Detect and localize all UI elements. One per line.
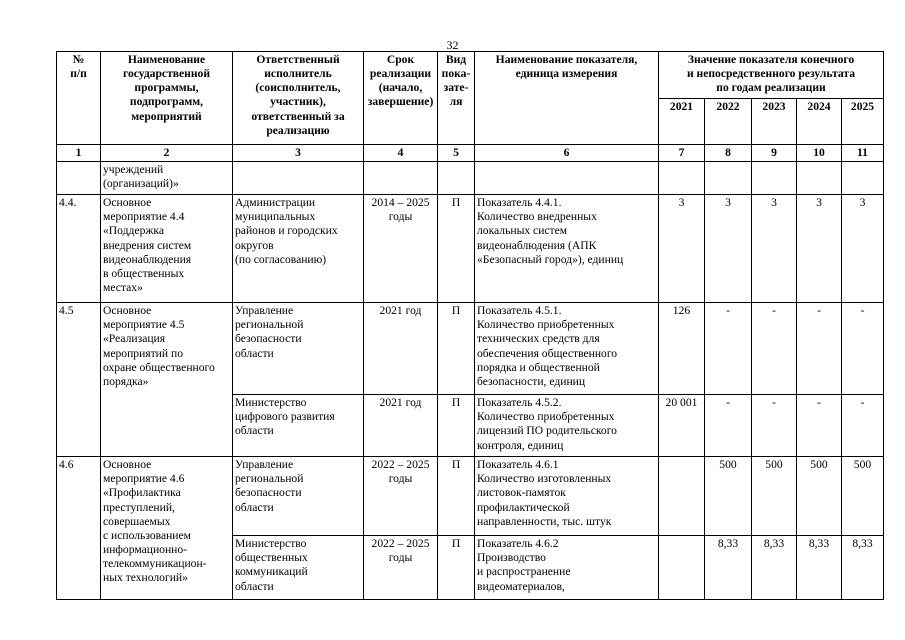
value-2024: 3 [797, 195, 842, 303]
value-2021 [659, 162, 705, 195]
executor: Администрации муниципальных районов и городских округов (по согласованию) [233, 195, 364, 303]
header-year: 2022 [705, 99, 752, 145]
header-values-group: Значение показателя конечного и непосредственного результата по годам реализации [659, 52, 884, 99]
table-row [57, 457, 884, 536]
value-2025 [842, 162, 884, 195]
program-name: Основное мероприятие 4.6 «Профилактика преступлений, совершаемых с использованием информационно- телекоммуникацион- ных технологий» [101, 457, 233, 600]
value-2023: - [752, 395, 797, 457]
term: 2022 – 2025 годы [364, 536, 438, 600]
page-number: 32 [446, 38, 459, 52]
executor: Министерство общественных коммуникаций области [233, 536, 364, 600]
header-year: 2023 [752, 99, 797, 145]
indicator-kind: П [438, 457, 475, 536]
program-name: учреждений (организаций)» [101, 162, 233, 195]
table-row [57, 303, 884, 395]
row-number: 4.4. [57, 195, 101, 303]
column-number: 10 [797, 145, 842, 162]
value-2024: - [797, 395, 842, 457]
value-2023 [752, 162, 797, 195]
value-2021 [659, 457, 705, 536]
term: 2021 год [364, 395, 438, 457]
executor: Управление региональной безопасности области [233, 457, 364, 536]
value-2025: 3 [842, 195, 884, 303]
term [364, 162, 438, 195]
column-number: 4 [364, 145, 438, 162]
indicator-name [475, 162, 659, 195]
column-number: 7 [659, 145, 705, 162]
value-2025: - [842, 303, 884, 395]
value-2025: 8,33 [842, 536, 884, 600]
header-year: 2025 [842, 99, 884, 145]
program-name: Основное мероприятие 4.4 «Поддержка внедрения систем видеонаблюдения в общественных местах» [101, 195, 233, 303]
indicator-kind: П [438, 536, 475, 600]
column-number: 2 [101, 145, 233, 162]
value-2021: 3 [659, 195, 705, 303]
value-2023: 3 [752, 195, 797, 303]
indicator-name: Показатель 4.5.1. Количество приобретенных технических средств для обеспечения общественного порядка и общественной безопасности, единиц [475, 303, 659, 395]
column-number: 3 [233, 145, 364, 162]
column-number-row [57, 145, 884, 162]
header-indicator-name: Наименование показателя, единица измерения [475, 52, 659, 145]
header-term: Срок реализации (начало, завершение) [364, 52, 438, 145]
row-number: 4.6 [57, 457, 101, 600]
value-2022: 500 [705, 457, 752, 536]
column-number: 9 [752, 145, 797, 162]
value-2023: 8,33 [752, 536, 797, 600]
indicator-name: Показатель 4.6.1 Количество изготовленных листовок-памяток профилактической направленности, тыс. штук [475, 457, 659, 536]
executor: Министерство цифрового развития области [233, 395, 364, 457]
value-2024: 500 [797, 457, 842, 536]
header-indicator-kind: Вид пока- зате- ля [438, 52, 475, 145]
indicator-name: Показатель 4.4.1. Количество внедренных локальных систем видеонаблюдения (АПК «Безопасный город»), единиц [475, 195, 659, 303]
indicator-kind: П [438, 303, 475, 395]
term: 2022 – 2025 годы [364, 457, 438, 536]
value-2021: 126 [659, 303, 705, 395]
value-2022 [705, 162, 752, 195]
value-2022: - [705, 303, 752, 395]
column-number: 1 [57, 145, 101, 162]
indicator-kind: П [438, 195, 475, 303]
column-number: 8 [705, 145, 752, 162]
value-2022: 8,33 [705, 536, 752, 600]
row-number [57, 162, 101, 195]
executor [233, 162, 364, 195]
value-2022: - [705, 395, 752, 457]
value-2024 [797, 162, 842, 195]
program-table [56, 51, 884, 600]
header-year: 2021 [659, 99, 705, 145]
term: 2014 – 2025 годы [364, 195, 438, 303]
indicator-name: Показатель 4.5.2. Количество приобретенных лицензий ПО родительского контроля, единиц [475, 395, 659, 457]
value-2024: 8,33 [797, 536, 842, 600]
indicator-name: Показатель 4.6.2 Производство и распространение видеоматериалов, [475, 536, 659, 600]
indicator-kind [438, 162, 475, 195]
table-row [57, 195, 884, 303]
table-row [57, 162, 884, 195]
term: 2021 год [364, 303, 438, 395]
program-name: Основное мероприятие 4.5 «Реализация мероприятий по охране общественного порядка» [101, 303, 233, 457]
value-2025: - [842, 395, 884, 457]
column-number: 5 [438, 145, 475, 162]
indicator-kind: П [438, 395, 475, 457]
value-2025: 500 [842, 457, 884, 536]
row-number: 4.5 [57, 303, 101, 457]
value-2021: 20 001 [659, 395, 705, 457]
header-year: 2024 [797, 99, 842, 145]
value-2023: - [752, 303, 797, 395]
header-program-name: Наименование государственной программы, подпрограмм, мероприятий [101, 52, 233, 145]
header-executor: Ответственный исполнитель (соисполнитель, участник), ответственный за реализацию [233, 52, 364, 145]
value-2024: - [797, 303, 842, 395]
column-number: 11 [842, 145, 884, 162]
value-2023: 500 [752, 457, 797, 536]
value-2021 [659, 536, 705, 600]
executor: Управление региональной безопасности области [233, 303, 364, 395]
header-number: № п/п [57, 52, 101, 145]
value-2022: 3 [705, 195, 752, 303]
column-number: 6 [475, 145, 659, 162]
